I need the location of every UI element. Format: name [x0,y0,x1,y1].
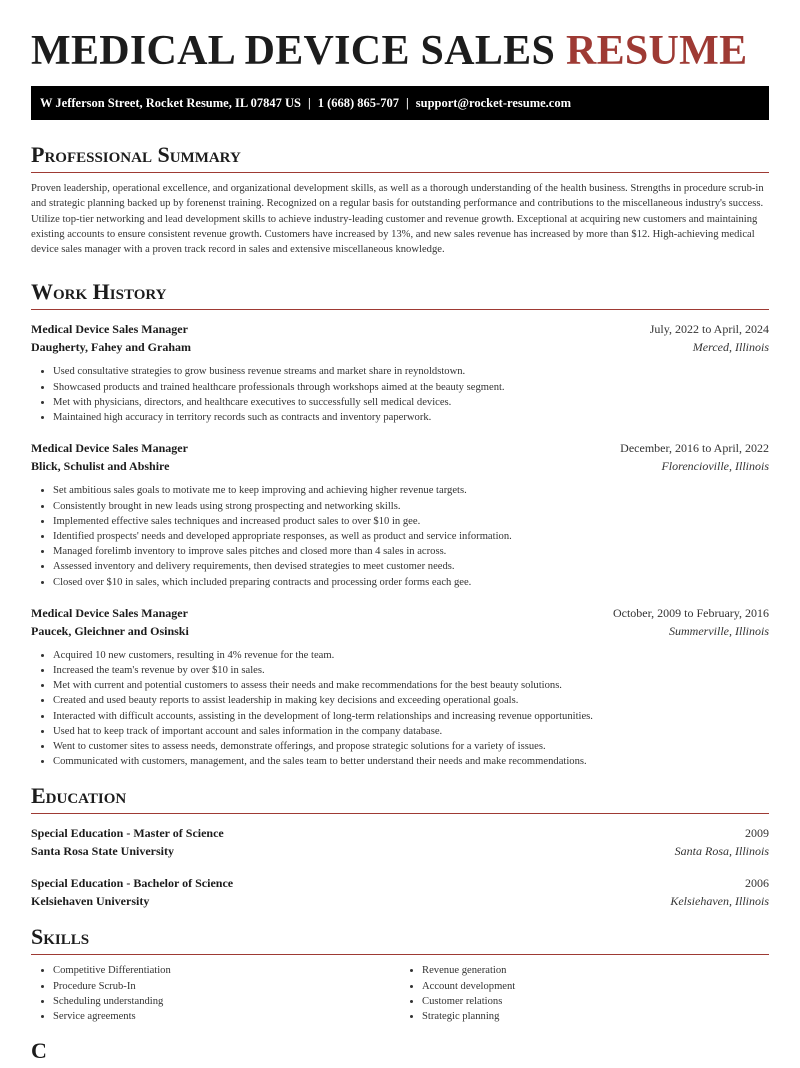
skills-heading: Skills [31,924,769,955]
edu-degree: Special Education - Master of Science [31,826,224,841]
job-row-title [31,604,769,622]
skills-list [31,963,769,1024]
skills-column-left [31,963,400,1024]
skill-item: • Account development [422,979,769,994]
resume-title [31,0,769,74]
job-bullet: • Increased the team's revenue by over $10 in sales. [53,663,769,678]
skill-item: • Revenue generation [422,963,769,978]
job-bullet: • Acquired 10 new customers, resulting in 4% revenue for the team. [53,648,769,663]
job-row-title [31,439,769,457]
job-bullet: • Maintained high accuracy in territory records such as contracts and inventory paperwork. [53,410,769,425]
job-bullet: • Communicated with customers, management, and the sales team to better understand their needs and make recommendations. [53,754,769,769]
next-section-heading: C [31,1038,47,1064]
job-bullet: • Met with physicians, directors, and healthcare executives to successfully sell medical devices. [53,395,769,410]
job-company: Paucek, Gleichner and Osinski [31,623,189,638]
job-bullet: • Assessed inventory and delivery requirements, then devised strategies to meet customer needs. [53,559,769,574]
education-entry [31,824,769,860]
job-bullet: • Consistently brought in new leads using strong prospecting and networking skills. [53,499,769,514]
contact-email[interactable]: support@rocket-resume.com [415,95,571,110]
education-list [31,824,769,910]
skill-item: • Scheduling understanding [53,994,400,1009]
edu-row-degree [31,824,769,842]
job-location: Florencioville, Illinois [661,459,769,474]
job-bullet: • Used hat to keep track of important account and sales information in the company database. [53,724,769,739]
skill-item: • Strategic planning [422,1009,769,1024]
job-title: Medical Device Sales Manager [31,441,188,456]
job-bullet: • Created and used beauty reports to assist leadership in making key decisions and exceeding operational goals. [53,693,769,708]
skill-item: • Competitive Differentiation [53,963,400,978]
contact-separator: | [405,95,409,110]
summary-heading: Professional Summary [31,142,769,173]
job-title: Medical Device Sales Manager [31,605,188,620]
contact-address: W Jefferson Street, Rocket Resume, IL 07847 US [40,95,301,110]
job-entry [31,320,769,425]
work-history-list [31,320,769,769]
edu-location: Santa Rosa, Illinois [674,844,769,859]
job-bullet: • Showcased products and trained healthcare professionals through workshops aimed at the beauty segment. [53,380,769,395]
work-history-heading: Work History [31,279,769,310]
job-location: Summerville, Illinois [669,623,769,638]
edu-school: Santa Rosa State University [31,844,174,859]
contact-bar [31,86,769,120]
summary-text: Proven leadership, operational excellence, and organizational development skills, as well as a thorough understanding of the health business. Strengths in procedure scrub-in and strategic planning backed up by forenenst training. Recognized on a regular basis for outstanding performance and contributions to the miscellaneous industry's success. Utilize top-tier networking and lead development skills to achieve industry-leading customer and revenue growth. Exceptional at acquiring new customers and maintaining existing accounts to ensure consistent revenue growth. Customers have increased by 13%, and new sales revenue has increased by more than $12. High-achieving medical device sales manager with a proven track record in sales and extensive miscellaneous knowledge. [31,183,764,256]
job-bullet: • Met with current and potential customers to assess their needs and make recommendations for the best beauty solutions. [53,678,769,693]
job-bullets [31,483,769,589]
education-entry [31,874,769,910]
job-dates: December, 2016 to April, 2022 [620,441,769,456]
job-location: Merced, Illinois [692,340,769,355]
edu-year: 2006 [745,876,769,891]
job-bullet: • Closed over $10 in sales, which included preparing contracts and processing order forms each gee. [53,575,769,590]
job-bullet: • Went to customer sites to assess needs, demonstrate offerings, and propose strategic solutions for a variety of issues. [53,739,769,754]
edu-row-school [31,842,769,860]
edu-year: 2009 [745,826,769,841]
skills-column-right [400,963,769,1024]
edu-school: Kelsiehaven University [31,894,150,909]
skill-item: • Customer relations [422,994,769,1009]
job-bullet: • Interacted with difficult accounts, assisting in the development of long-term relationships and increasing revenue opportunities. [53,709,769,724]
job-bullets [31,648,769,770]
job-bullet: • Used consultative strategies to grow business revenue streams and market share in reynoldstown. [53,364,769,379]
job-row-company [31,622,769,640]
job-bullet: • Set ambitious sales goals to motivate me to keep improving and achieving higher revenue targets. [53,483,769,498]
title-accent: RESUME [565,28,748,74]
education-heading: Education [31,783,769,814]
job-entry [31,439,769,589]
skill-item: • Procedure Scrub-In [53,979,400,994]
job-bullet: • Implemented effective sales techniques and increased product sales to over $10 in gee. [53,514,769,529]
job-company: Daugherty, Fahey and Graham [31,340,192,355]
job-entry [31,604,769,770]
job-bullets [31,364,769,425]
job-dates: October, 2009 to February, 2016 [612,605,769,620]
job-row-company [31,338,769,356]
job-row-title [31,320,769,338]
edu-degree: Special Education - Bachelor of Science [31,876,234,891]
job-company: Blick, Schulist and Abshire [31,459,170,474]
job-bullet: • Managed forelimb inventory to improve sales pitches and closed more than 4 sales in across. [53,544,769,559]
contact-separator: | [307,95,311,110]
job-row-company [31,457,769,475]
edu-location: Kelsiehaven, Illinois [670,894,769,909]
edu-row-degree [31,874,769,892]
title-main: MEDICAL DEVICE SALES [31,28,556,74]
job-dates: July, 2022 to April, 2024 [649,322,769,337]
skill-item: • Service agreements [53,1009,400,1024]
job-title: Medical Device Sales Manager [31,322,188,337]
job-bullet: • Identified prospects' needs and developed appropriate responses, as well as product and service information. [53,529,769,544]
edu-row-school [31,892,769,910]
contact-phone: 1 (668) 865-707 [317,95,399,110]
